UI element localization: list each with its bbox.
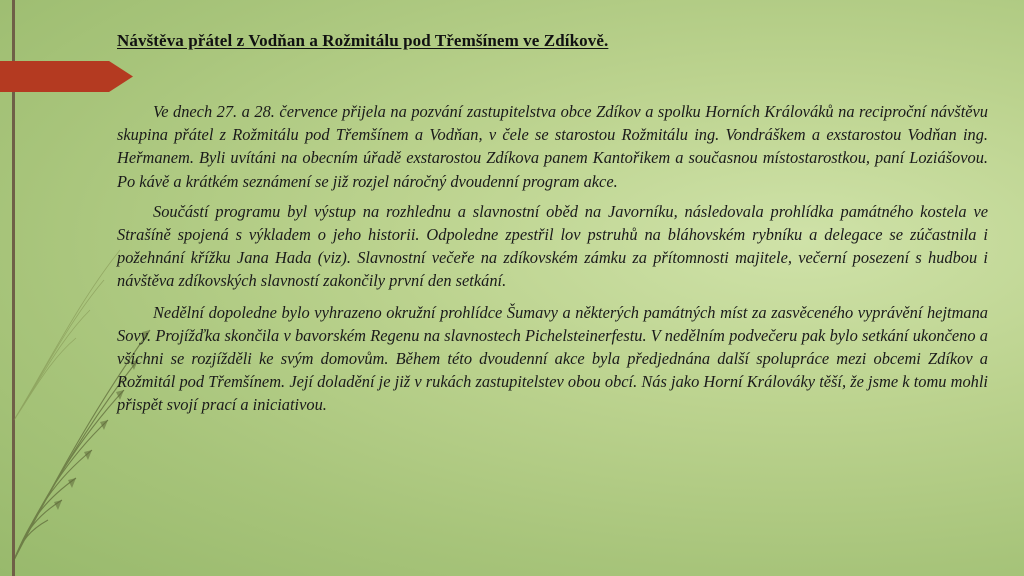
paragraph-2: Součástí programu byl výstup na rozhlednu a slavnostní oběd na Javorníku, následovala prohlídka památného kostela ve Strašíně spojená s výkladem o jeho historii. Odpoledne zpestřil lov pstruhů na bláhovském rybníku a delegace se zúčastnila i požehnání křížku Jana Hada (viz). Slavnostní večeře na zdíkovském zámku za přítomnosti majitele, večerní posezení s hudbou i návštěva zdíkovských slavností zakončily první den setkání. (117, 201, 988, 291)
document-body (117, 100, 988, 425)
document-title: Návštěva přátel z Vodňan a Rožmitálu pod Třemšínem ve Zdíkově. (117, 31, 609, 50)
red-arrow-banner (0, 61, 133, 92)
paragraph-3: Nedělní dopoledne bylo vyhrazeno okružní prohlídce Šumavy a některých památných míst za zasvěceného vyprávění hejtmana Sovy. Projížďka skončila v bavorském Regenu na slavnostech Pichelsteinerfestu. V nedělním podvečeru pak bylo setkání ukončeno a všichni se rozjížděli ke svým domovům. Během této dvoudenní akce byla předjednána další spolupráce mezi obcemi Zdíkov a Rožmitál pod Třemšínem. Její doladění je již v rukách zastupitelstev obou obcí. Nás jako Horní Králováky těší, že jsme k tomu mohli přispět svojí prací a iniciativou. (117, 302, 988, 415)
paragraph-1: Ve dnech 27. a 28. července přijela na pozvání zastupitelstva obce Zdíkov a spolku Horních Králováků na reciproční návštěvu skupina přátel z Rožmitálu pod Třemšínem a Vodňan, v čele se starostou Rožmitálu ing. Vondráškem a exstarostou Vodňan ing. Heřmanem. Byli uvítáni na obecním úřadě exstarostou Zdíkova panem Kantořikem a současnou místostarostkou, paní Loziášovou. Po kávě a krátkém seznámení se již rozjel náročný dvoudenní program akce. (117, 102, 988, 191)
